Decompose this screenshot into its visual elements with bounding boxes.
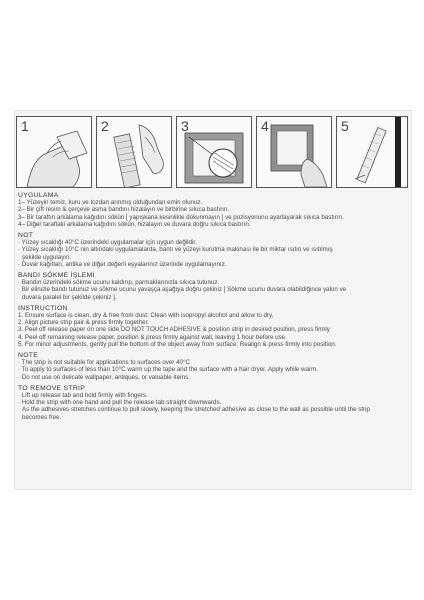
text-line: · Yüzey sıcaklığı 40°C üzerindeki uygulamalar için uygun değildir. xyxy=(18,239,197,247)
step-number: 5 xyxy=(341,118,349,134)
text-line: duvara paralel bir şekilde çekiniz ]. xyxy=(22,293,117,301)
section-note xyxy=(18,352,402,381)
section-uygulama xyxy=(18,192,402,228)
text-line: · Bir elinizle bandı tutunuz ve sökme ucunu yavaşça aşağıya doğru çekiniz [ Sökme ucunu duvara olabildiğince yakın ve xyxy=(18,286,347,294)
text-line: 4. Peel off remaining release paper, position & press firmly against wall, leaving 1 hour before use. xyxy=(18,333,287,341)
section-heading: INSTRUCTION xyxy=(18,304,68,312)
section-heading: NOTE xyxy=(18,352,39,360)
text-line: · Lift up release tab and hold firmly with fingers. xyxy=(18,392,148,400)
instruction-text xyxy=(18,192,402,425)
section-instruction xyxy=(18,305,402,348)
text-line: 1– Yüzeyin temiz, kuru ve tozdan arınmış olduğundan emin olunuz. xyxy=(18,199,203,207)
text-line: 4– Diğer taraftaki arkalama kağıdını sökün, hizalayın ve duvara doğru sıkıca bastırın. xyxy=(18,220,251,228)
text-line: · Bandın üzerindeki sökme ucunu kaldırıp, parmaklarınızla sıkıca tutunuz. xyxy=(18,279,220,287)
text-line: · Do not use on delicate wallpaper, antiques, or valuable items. xyxy=(18,373,190,381)
text-line: şekilde uygulayın. xyxy=(22,253,72,261)
text-line: 5. For minor adjustments, gently pull the bottom of the object away from surface. Realign & press firmly into position. xyxy=(18,340,337,348)
step-number: 3 xyxy=(181,118,189,134)
section-heading: UYGULAMA xyxy=(18,192,59,199)
text-line: 1. Ensure surface is clean, dry & free from dust. Clean with isopropyl alcohol and allow to dry. xyxy=(18,312,274,320)
section-heading: TO REMOVE STRIP xyxy=(18,384,86,392)
step-panel-3 xyxy=(176,116,252,188)
step-panel-5 xyxy=(336,116,408,188)
step-number: 4 xyxy=(261,118,269,134)
text-line: · To apply to surfaces of less than 10°C warm up the tape and the surface with a hair dryer. Apply while warm. xyxy=(18,366,318,374)
section-heading: NOT xyxy=(18,232,34,240)
text-line: 2– Bir çift resim & çerçeve asma bandını hizalayın ve birbirine sıkıca bastırın. xyxy=(18,206,230,214)
step-panel-4 xyxy=(256,116,332,188)
text-line: 3. Peel off release paper on one side DO NOT TOUCH ADHESIVE & position strip in desired position, press firmly xyxy=(18,326,330,334)
section-to-remove-strip xyxy=(18,385,402,421)
text-line: 3– Bir taraftın arkalama kağıdını sökün [ yapışkana kesinlikle dokunmayın ] ve pozisyonunu ayarlayarak sıkıca bastırın. xyxy=(18,213,344,221)
section-not xyxy=(18,232,402,268)
text-line: · Yüzey sıcaklığı 10°C nin altındaki uygulamalarda, bantı ve yüzeyi kurutma makinası ile bir miktar ısıtın ve ısıtılmış xyxy=(18,246,333,254)
text-line: · Hold the strip with one hand and pull the release tab straight downwards. xyxy=(18,399,222,407)
step-illustrations xyxy=(16,116,408,188)
step-number: 2 xyxy=(101,118,109,134)
section-bandi-sokme xyxy=(18,272,402,301)
section-heading: BANDI SÖKME İŞLEMİ xyxy=(18,272,95,280)
text-line: 2. Align picture strip pair & press firmly together. xyxy=(18,319,150,327)
text-line: As the adhesives stretches continue to pull slowly, keeping the stretched adhesive as close to the wall as possible until the strip xyxy=(22,406,370,414)
text-line: becomes free. xyxy=(22,413,62,421)
step-number: 1 xyxy=(21,118,29,134)
text-line: · Duvar kağıtları, antika ve diğer değerli eşyalarınız üzerinde uygulamayınız. xyxy=(18,260,227,268)
step-panel-2 xyxy=(96,116,172,188)
step-panel-1 xyxy=(16,116,92,188)
text-line: · The strip is not suitable for applications to surfaces over 40°C xyxy=(18,359,190,367)
